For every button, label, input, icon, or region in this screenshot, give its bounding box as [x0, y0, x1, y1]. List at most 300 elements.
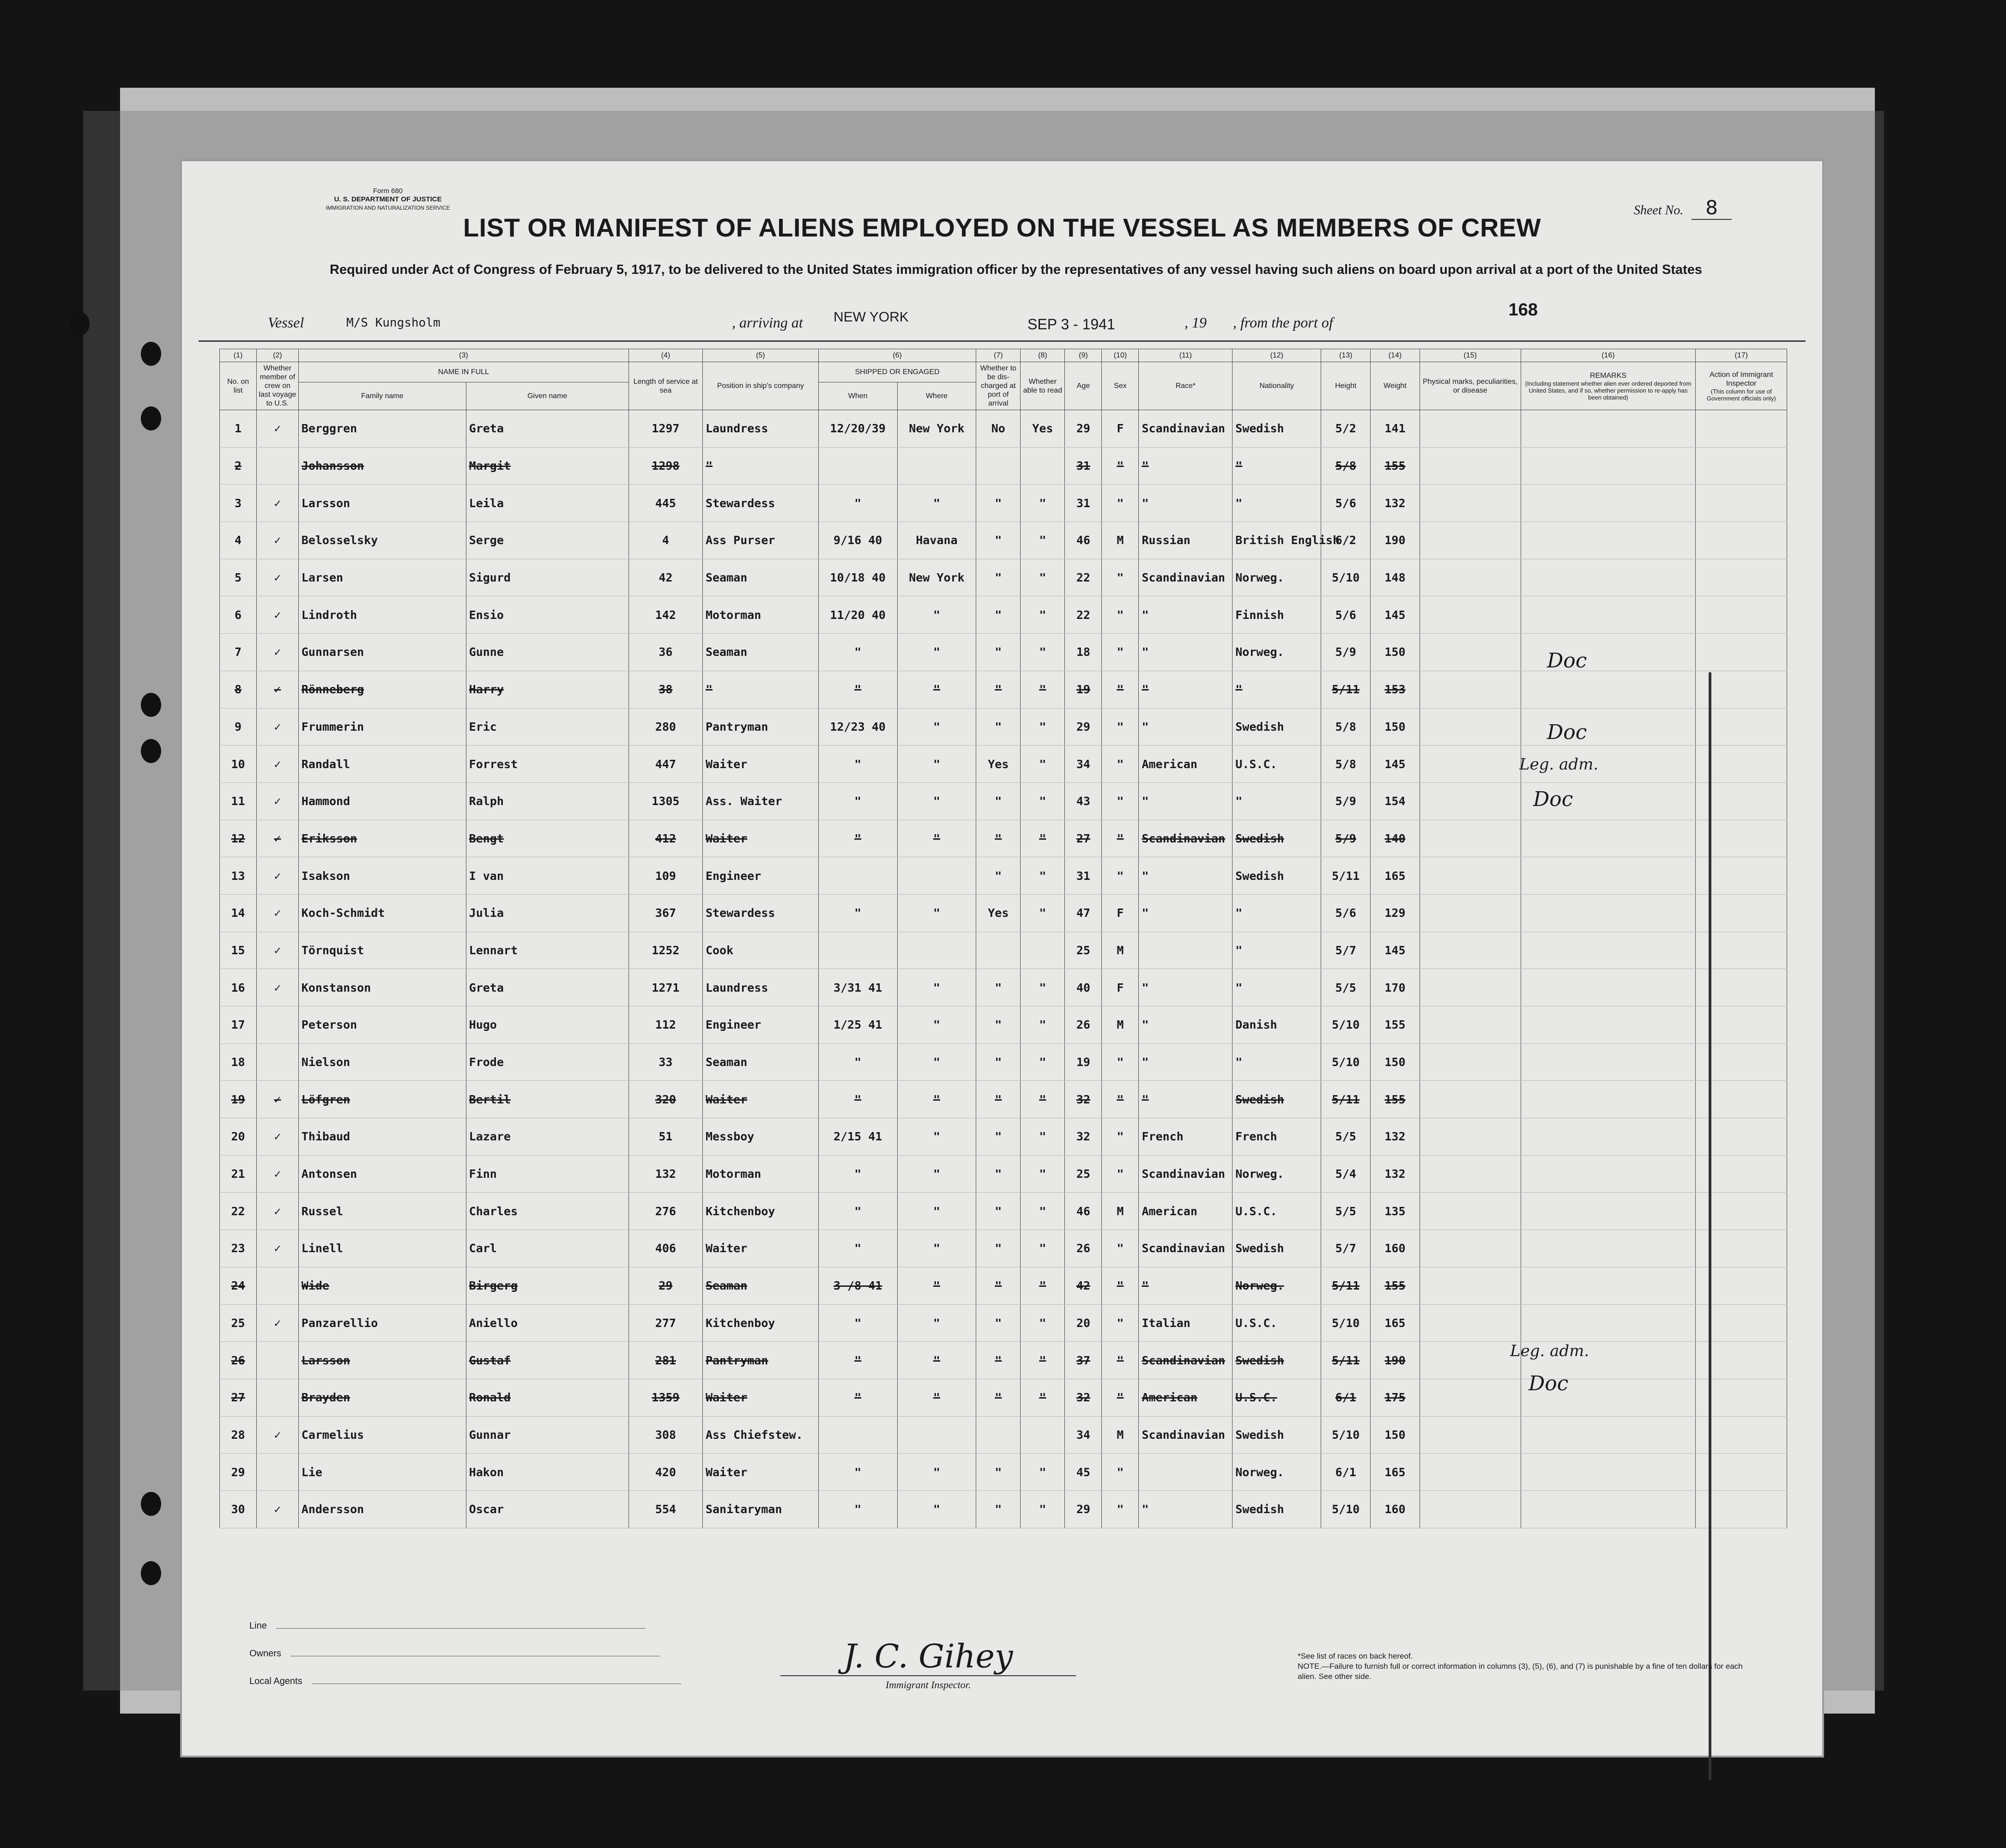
cell-weight: 155 [1371, 1081, 1420, 1118]
cell-race: " [1139, 634, 1233, 671]
hdr-where: Where [897, 382, 976, 410]
table-row [220, 447, 1787, 485]
cell-chk: ✓ [257, 969, 299, 1006]
cell-height: 5/10 [1321, 1491, 1371, 1528]
cell-where: New York [897, 410, 976, 448]
cell-sex: " [1102, 1304, 1139, 1342]
cell-nat: U.S.C. [1233, 1304, 1321, 1342]
cell-no: 18 [220, 1043, 257, 1081]
cell-sex: " [1102, 745, 1139, 783]
cell-age: 31 [1065, 485, 1102, 522]
cell-service: 1297 [628, 410, 702, 448]
cell-chk [257, 1454, 299, 1491]
cell-nat: Swedish [1233, 820, 1321, 857]
cell-race: " [1139, 671, 1233, 708]
cell-given: Bertil [466, 1081, 628, 1118]
cell-weight: 145 [1371, 932, 1420, 969]
cell-given: Ralph [466, 782, 628, 820]
cell-no: 14 [220, 894, 257, 932]
cell-physical [1420, 1006, 1521, 1044]
cell-sex: M [1102, 1006, 1139, 1044]
cell-sex: M [1102, 522, 1139, 559]
cell-service: 445 [628, 485, 702, 522]
cell-height: 5/2 [1321, 410, 1371, 448]
cell-disch: Yes [976, 894, 1021, 932]
hdr-when: When [818, 382, 897, 410]
cell-service: 36 [628, 634, 702, 671]
cell-service: 406 [628, 1230, 702, 1267]
cell-when: 1/25 41 [818, 1006, 897, 1044]
page-number: 168 [1508, 300, 1538, 320]
cell-position: Ass Purser [702, 522, 818, 559]
agents-label: Local Agents [249, 1676, 302, 1686]
cell-no: 29 [220, 1454, 257, 1491]
cell-when: " [818, 1379, 897, 1416]
cell-disch [976, 447, 1021, 485]
cell-age: 31 [1065, 857, 1102, 895]
cell-weight: 129 [1371, 894, 1420, 932]
cell-no: 27 [220, 1379, 257, 1416]
cell-read: " [1021, 559, 1065, 596]
cell-no: 30 [220, 1491, 257, 1528]
cell-when: " [818, 745, 897, 783]
cell-disch: " [976, 782, 1021, 820]
cell-age: 29 [1065, 1491, 1102, 1528]
table-row [220, 671, 1787, 708]
col-10: (10) [1102, 349, 1139, 362]
cell-age: 25 [1065, 932, 1102, 969]
col-5: (5) [702, 349, 818, 362]
cell-race: Scandinavian [1139, 1342, 1233, 1379]
cell-no: 7 [220, 634, 257, 671]
table-row [220, 1081, 1787, 1118]
cell-age: 46 [1065, 1193, 1102, 1230]
table-row [220, 1118, 1787, 1156]
cell-chk: ✓ [257, 1193, 299, 1230]
cell-read: " [1021, 1491, 1065, 1528]
cell-physical [1420, 894, 1521, 932]
cell-physical [1420, 820, 1521, 857]
line-underline [276, 1628, 646, 1629]
cell-physical [1420, 1193, 1521, 1230]
cell-service: 281 [628, 1342, 702, 1379]
cell-no: 11 [220, 782, 257, 820]
cell-physical [1420, 1267, 1521, 1304]
cell-when: " [818, 1454, 897, 1491]
cell-when: " [818, 1342, 897, 1379]
cell-chk: ✓ [257, 1081, 299, 1118]
cell-read: " [1021, 1454, 1065, 1491]
cell-race: " [1139, 596, 1233, 634]
cell-family: Nielson [298, 1043, 466, 1081]
cell-when: " [818, 782, 897, 820]
col-4: (4) [628, 349, 702, 362]
cell-height: 5/11 [1321, 671, 1371, 708]
cell-height: 5/10 [1321, 1043, 1371, 1081]
cell-race: American [1139, 1379, 1233, 1416]
cell-sex: F [1102, 410, 1139, 448]
owners-label: Owners [249, 1648, 281, 1659]
cell-physical [1420, 485, 1521, 522]
cell-when [818, 857, 897, 895]
cell-weight: 150 [1371, 1043, 1420, 1081]
cell-family: Löfgren [298, 1081, 466, 1118]
cell-race: " [1139, 1081, 1233, 1118]
cell-position: Seaman [702, 1043, 818, 1081]
hdr-service: Length of service at sea [628, 362, 702, 410]
cell-position: Motorman [702, 1155, 818, 1193]
remark-row-4: Leg. adm. [1519, 755, 1599, 774]
cell-disch: " [976, 634, 1021, 671]
cell-race: " [1139, 782, 1233, 820]
cell-no: 22 [220, 1193, 257, 1230]
binder-hole [141, 739, 161, 763]
cell-sex: " [1102, 1379, 1139, 1416]
cell-position: Waiter [702, 745, 818, 783]
cell-no: 28 [220, 1416, 257, 1454]
cell-when [818, 447, 897, 485]
manifest-page [180, 159, 1824, 1757]
cell-disch: " [976, 522, 1021, 559]
cell-remarks [1521, 1416, 1696, 1454]
cell-read: " [1021, 745, 1065, 783]
cell-age: 42 [1065, 1267, 1102, 1304]
cell-sex: M [1102, 1416, 1139, 1454]
cell-read: " [1021, 1342, 1065, 1379]
cell-weight: 132 [1371, 485, 1420, 522]
cell-age: 45 [1065, 1454, 1102, 1491]
cell-read: " [1021, 485, 1065, 522]
cell-given: Birgerg [466, 1267, 628, 1304]
cell-where: " [897, 1118, 976, 1156]
cell-service: 132 [628, 1155, 702, 1193]
hdr-shipped: SHIPPED OR ENGAGED [818, 362, 976, 382]
cell-where [897, 1416, 976, 1454]
cell-service: 554 [628, 1491, 702, 1528]
cell-remarks [1521, 1491, 1696, 1528]
cell-family: Larsson [298, 485, 466, 522]
form-header [249, 187, 526, 212]
cell-no: 21 [220, 1155, 257, 1193]
cell-physical [1420, 1304, 1521, 1342]
cell-read [1021, 932, 1065, 969]
cell-when: 12/20/39 [818, 410, 897, 448]
cell-nat: U.S.C. [1233, 1193, 1321, 1230]
cell-disch: " [976, 485, 1021, 522]
cell-age: 25 [1065, 1155, 1102, 1193]
col-16: (16) [1521, 349, 1696, 362]
hdr-sex: Sex [1102, 362, 1139, 410]
cell-family: Hammond [298, 782, 466, 820]
cell-when: 3/31 41 [818, 969, 897, 1006]
cell-read [1021, 447, 1065, 485]
cell-race: Scandinavian [1139, 1416, 1233, 1454]
cell-remarks [1521, 820, 1696, 857]
cell-no: 23 [220, 1230, 257, 1267]
cell-read: " [1021, 1043, 1065, 1081]
cell-given: Greta [466, 410, 628, 448]
cell-service: 38 [628, 671, 702, 708]
cell-family: Peterson [298, 1006, 466, 1044]
cell-race: Italian [1139, 1304, 1233, 1342]
table-row [220, 485, 1787, 522]
cell-remarks [1521, 1267, 1696, 1304]
action-title: Action of Immigrant Inspector [1709, 370, 1773, 388]
cell-sex: " [1102, 447, 1139, 485]
cell-disch: " [976, 1379, 1021, 1416]
cell-age: 19 [1065, 1043, 1102, 1081]
cell-height: 5/9 [1321, 820, 1371, 857]
cell-position: Sanitaryman [702, 1491, 818, 1528]
cell-service: 412 [628, 820, 702, 857]
table-row [220, 820, 1787, 857]
cell-weight: 150 [1371, 634, 1420, 671]
remark-row-5: Doc [1533, 788, 1573, 811]
cell-when [818, 1416, 897, 1454]
cell-read: " [1021, 820, 1065, 857]
cell-when: " [818, 1304, 897, 1342]
cell-given: Carl [466, 1230, 628, 1267]
cell-race: American [1139, 1193, 1233, 1230]
cell-nat: Norweg. [1233, 1454, 1321, 1491]
cell-weight: 132 [1371, 1118, 1420, 1156]
cell-when: " [818, 485, 897, 522]
cell-nat: " [1233, 671, 1321, 708]
cell-chk: ✓ [257, 485, 299, 522]
cell-height: 5/6 [1321, 596, 1371, 634]
cell-age: 29 [1065, 708, 1102, 745]
cell-nat: Swedish [1233, 1230, 1321, 1267]
col-6: (6) [818, 349, 976, 362]
cell-family: Rönneberg [298, 671, 466, 708]
cell-chk: ✓ [257, 634, 299, 671]
voyage-underline [199, 340, 1806, 342]
cell-position: Messboy [702, 1118, 818, 1156]
cell-no: 5 [220, 559, 257, 596]
cell-position: Ass Chiefstew. [702, 1416, 818, 1454]
cell-race: Scandinavian [1139, 559, 1233, 596]
cell-remarks [1521, 1006, 1696, 1044]
cell-height: 5/5 [1321, 969, 1371, 1006]
cell-physical [1420, 1043, 1521, 1081]
cell-read: " [1021, 634, 1065, 671]
cell-read: " [1021, 1304, 1065, 1342]
cell-sex: F [1102, 969, 1139, 1006]
cell-sex: " [1102, 671, 1139, 708]
cell-physical [1420, 410, 1521, 448]
cell-service: 367 [628, 894, 702, 932]
table-row [220, 1230, 1787, 1267]
col-8: (8) [1021, 349, 1065, 362]
inspector-label: Immigrant Inspector. [885, 1679, 971, 1690]
cell-family: Antonsen [298, 1155, 466, 1193]
cell-physical [1420, 1416, 1521, 1454]
cell-disch [976, 1416, 1021, 1454]
col-17: (17) [1696, 349, 1787, 362]
cell-disch: " [976, 1454, 1021, 1491]
cell-chk: ✓ [257, 1304, 299, 1342]
cell-where: " [897, 1342, 976, 1379]
cell-where: " [897, 1043, 976, 1081]
cell-service: 42 [628, 559, 702, 596]
cell-read: " [1021, 1193, 1065, 1230]
cell-weight: 140 [1371, 820, 1420, 857]
cell-nat: " [1233, 932, 1321, 969]
cell-given: Gunne [466, 634, 628, 671]
cell-nat: Finnish [1233, 596, 1321, 634]
cell-position: Waiter [702, 1454, 818, 1491]
cell-remarks [1521, 1193, 1696, 1230]
cell-position: Seaman [702, 634, 818, 671]
cell-given: Bengt [466, 820, 628, 857]
cell-age: 27 [1065, 820, 1102, 857]
cell-action [1696, 559, 1787, 596]
cell-action [1696, 410, 1787, 448]
cell-chk: ✓ [257, 1491, 299, 1528]
manifest-rows [220, 410, 1787, 1528]
cell-physical [1420, 1379, 1521, 1416]
cell-given: Leila [466, 485, 628, 522]
cell-weight: 141 [1371, 410, 1420, 448]
cell-position: Laundress [702, 969, 818, 1006]
cell-physical [1420, 634, 1521, 671]
cell-chk [257, 1342, 299, 1379]
cell-chk: ✓ [257, 708, 299, 745]
cell-weight: 160 [1371, 1491, 1420, 1528]
cell-disch: " [976, 1193, 1021, 1230]
cell-read: " [1021, 1155, 1065, 1193]
cell-read: " [1021, 1379, 1065, 1416]
cell-sex: M [1102, 932, 1139, 969]
cell-when: " [818, 820, 897, 857]
cell-chk: ✓ [257, 745, 299, 783]
cell-age: 37 [1065, 1342, 1102, 1379]
cell-age: 40 [1065, 969, 1102, 1006]
cell-family: Russel [298, 1193, 466, 1230]
table-row [220, 1043, 1787, 1081]
cell-position: Waiter [702, 1081, 818, 1118]
cell-position: Kitchenboy [702, 1304, 818, 1342]
cell-when: " [818, 671, 897, 708]
cell-sex: " [1102, 1043, 1139, 1081]
cell-no: 12 [220, 820, 257, 857]
table-row [220, 1193, 1787, 1230]
cell-chk [257, 1379, 299, 1416]
cell-height: 5/10 [1321, 1304, 1371, 1342]
table-row [220, 522, 1787, 559]
cell-physical [1420, 447, 1521, 485]
cell-service: 1271 [628, 969, 702, 1006]
cell-race: " [1139, 857, 1233, 895]
cell-service: 1359 [628, 1379, 702, 1416]
cell-read: " [1021, 1081, 1065, 1118]
cell-where: " [897, 1454, 976, 1491]
hdr-action [1696, 362, 1787, 410]
cell-no: 9 [220, 708, 257, 745]
cell-when: 10/18 40 [818, 559, 897, 596]
cell-remarks [1521, 1230, 1696, 1267]
cell-given: Finn [466, 1155, 628, 1193]
cell-position: Waiter [702, 1379, 818, 1416]
cell-service: 1305 [628, 782, 702, 820]
cell-race: American [1139, 745, 1233, 783]
cell-given: Ensio [466, 596, 628, 634]
cell-position: Pantryman [702, 708, 818, 745]
cell-family: Thibaud [298, 1118, 466, 1156]
cell-weight: 135 [1371, 1193, 1420, 1230]
cell-family: Andersson [298, 1491, 466, 1528]
hdr-age: Age [1065, 362, 1102, 410]
cell-position: Seaman [702, 1267, 818, 1304]
cell-age: 20 [1065, 1304, 1102, 1342]
line-field [249, 1612, 681, 1640]
cell-position: Waiter [702, 820, 818, 857]
cell-read: " [1021, 671, 1065, 708]
cell-position: Engineer [702, 857, 818, 895]
cell-read: " [1021, 969, 1065, 1006]
cell-no: 13 [220, 857, 257, 895]
cell-sex: " [1102, 1081, 1139, 1118]
cell-read: " [1021, 1267, 1065, 1304]
cell-height: 5/4 [1321, 1155, 1371, 1193]
cell-physical [1420, 1491, 1521, 1528]
cell-weight: 190 [1371, 1342, 1420, 1379]
cell-when: 3 /8 41 [818, 1267, 897, 1304]
cell-age: 29 [1065, 410, 1102, 448]
cell-position: Kitchenboy [702, 1193, 818, 1230]
cell-action [1696, 522, 1787, 559]
cell-physical [1420, 857, 1521, 895]
cell-given: Gunnar [466, 1416, 628, 1454]
owners-field [249, 1640, 681, 1667]
cell-remarks [1521, 1304, 1696, 1342]
cell-height: 5/11 [1321, 857, 1371, 895]
cell-chk: ✓ [257, 894, 299, 932]
cell-disch: " [976, 596, 1021, 634]
table-row [220, 1006, 1787, 1044]
cell-when: 12/23 40 [818, 708, 897, 745]
cell-chk [257, 1267, 299, 1304]
cell-service: 51 [628, 1118, 702, 1156]
cell-given: Charles [466, 1193, 628, 1230]
cell-age: 34 [1065, 745, 1102, 783]
table-row [220, 596, 1787, 634]
cell-read: " [1021, 708, 1065, 745]
cell-sex: " [1102, 485, 1139, 522]
cell-family: Linell [298, 1230, 466, 1267]
cell-when: 2/15 41 [818, 1118, 897, 1156]
cell-disch: " [976, 857, 1021, 895]
cell-nat: Swedish [1233, 410, 1321, 448]
cell-chk: ✓ [257, 596, 299, 634]
cell-chk: ✓ [257, 559, 299, 596]
cell-nat: French [1233, 1118, 1321, 1156]
cell-where: " [897, 1379, 976, 1416]
cell-family: Frummerin [298, 708, 466, 745]
cell-physical [1420, 559, 1521, 596]
cell-read: " [1021, 857, 1065, 895]
cell-nat: Swedish [1233, 1416, 1321, 1454]
cell-weight: 160 [1371, 1230, 1420, 1267]
table-row [220, 1416, 1787, 1454]
cell-sex: " [1102, 1267, 1139, 1304]
cell-nat: " [1233, 782, 1321, 820]
cell-height: 5/7 [1321, 932, 1371, 969]
cell-service: 4 [628, 522, 702, 559]
cell-weight: 155 [1371, 1006, 1420, 1044]
cell-nat: U.S.C. [1233, 745, 1321, 783]
cell-weight: 165 [1371, 1304, 1420, 1342]
